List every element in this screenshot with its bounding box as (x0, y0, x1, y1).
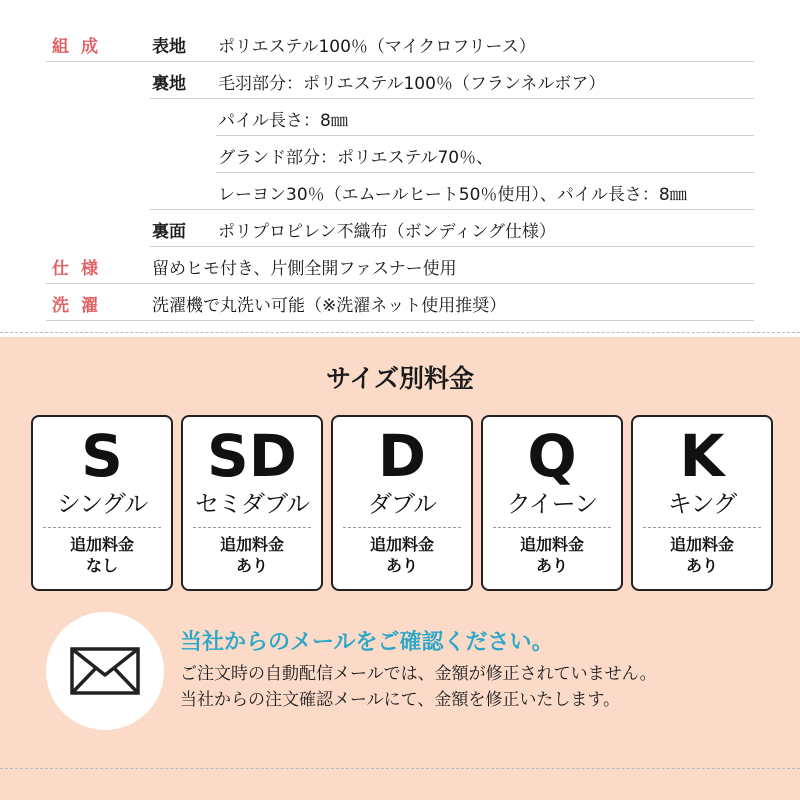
size-letter: S (81, 422, 123, 490)
size-name: ダブル (367, 490, 437, 518)
size-letter: D (377, 422, 427, 490)
card-divider (343, 527, 461, 528)
size-letter: SD (207, 422, 297, 490)
envelope-badge (46, 612, 164, 730)
notice-line-2: 当社からの注文確認メールにて、金額を修正いたします。 (180, 690, 620, 710)
composition-label: 組成 (52, 37, 110, 57)
size-cards (31, 415, 775, 595)
notice-title: 当社からのメールをご確認ください。 (180, 630, 554, 655)
outer-value: ポリエステル100％（マイクロフリース） (218, 37, 536, 57)
spec-label: 仕様 (52, 259, 110, 279)
spec-table (0, 0, 800, 330)
section-divider (0, 332, 800, 333)
bottom-divider (0, 768, 800, 769)
size-card-king (631, 415, 773, 591)
fee-label: 追加料金 (69, 535, 134, 554)
lining-label: 裏地 (152, 74, 186, 94)
fee-label: 追加料金 (369, 535, 434, 554)
lining-line: パイル長さ：8㎜ (218, 111, 348, 131)
fee-value: あり (535, 556, 568, 575)
size-card-queen (481, 415, 623, 591)
size-name: シングル (56, 490, 148, 518)
size-card-single (31, 415, 173, 591)
size-pricing-title: サイズ別料金 (325, 364, 474, 393)
back-value: ポリプロピレン不織布（ボンディング仕様） (218, 222, 556, 242)
size-letter: Q (527, 422, 577, 490)
spec-value: 留めヒモ付き、片側全開ファスナー使用 (152, 259, 457, 279)
notice-line-1: ご注文時の自動配信メールでは、金額が修正されていません。 (180, 664, 657, 684)
size-name: セミダブル (194, 490, 310, 518)
lining-line: 毛羽部分：ポリエステル100％（フランネルボア） (218, 74, 606, 94)
card-divider (493, 527, 611, 528)
fee-label: 追加料金 (669, 535, 734, 554)
lining-line: グランド部分：ポリエステル70％、 (218, 148, 494, 168)
fee-value: あり (685, 556, 718, 575)
fee-value: なし (85, 556, 118, 575)
fee-value: あり (235, 556, 268, 575)
wash-label: 洗濯 (52, 296, 110, 316)
outer-label: 表地 (152, 37, 186, 57)
size-name: キング (667, 490, 737, 518)
lining-line: レーヨン30％（エムールヒート50％使用）、パイル長さ：8㎜ (218, 185, 687, 205)
size-card-semi-double (181, 415, 323, 591)
card-divider (193, 527, 311, 528)
back-label: 裏面 (152, 222, 186, 242)
size-pricing-section (0, 337, 800, 800)
fee-label: 追加料金 (519, 535, 584, 554)
size-name: クイーン (506, 490, 598, 518)
wash-value: 洗濯機で丸洗い可能（※洗濯ネット使用推奨） (152, 296, 507, 316)
fee-label: 追加料金 (219, 535, 284, 554)
card-divider (43, 527, 161, 528)
card-divider (643, 527, 761, 528)
size-letter: K (679, 422, 725, 490)
envelope-icon (70, 647, 140, 695)
size-card-double (331, 415, 473, 591)
fee-value: あり (385, 556, 418, 575)
